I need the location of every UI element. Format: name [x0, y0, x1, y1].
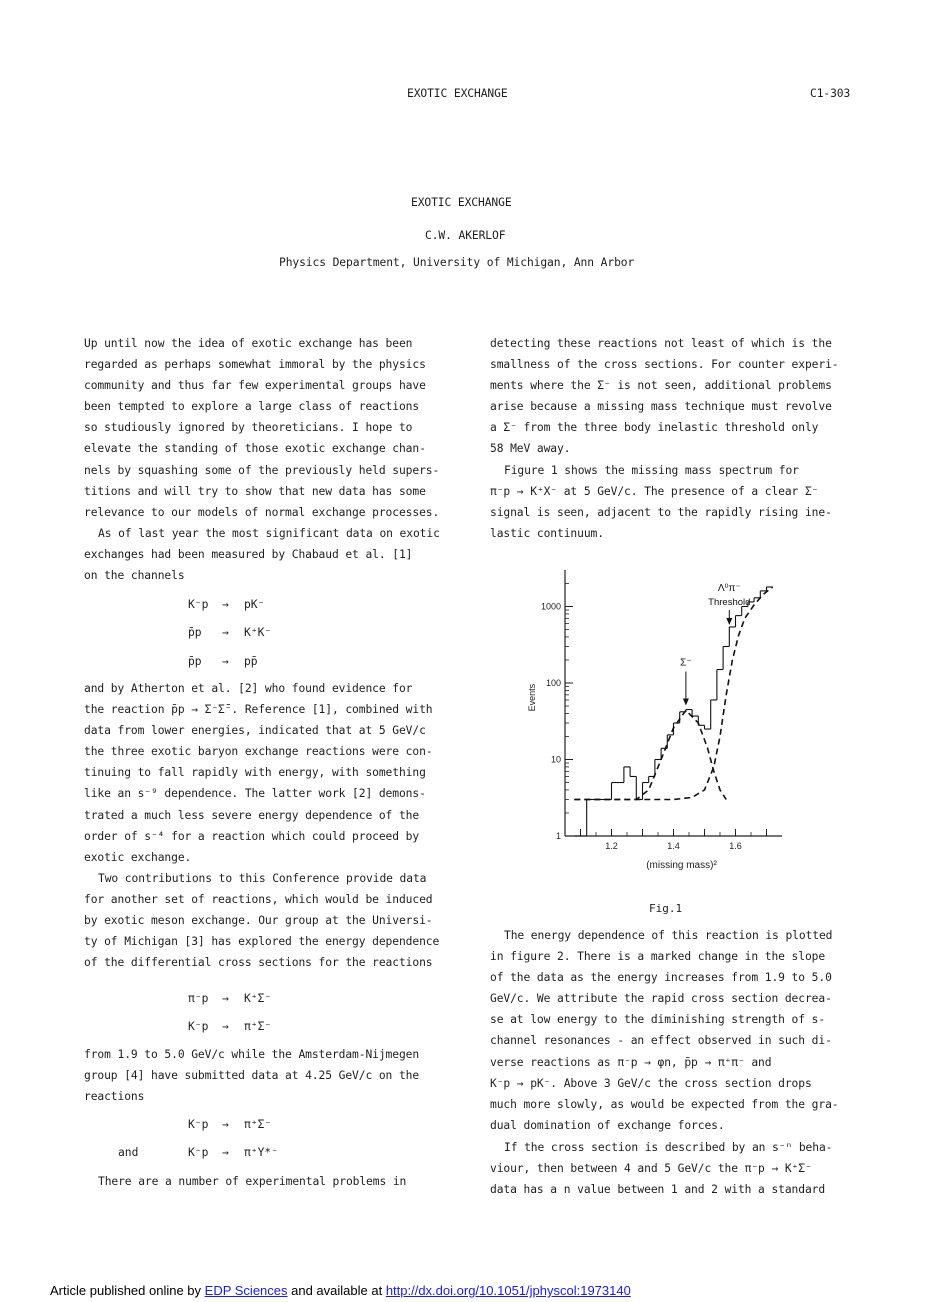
reaction-arrow: → [222, 1146, 229, 1159]
text-line: the reaction p̄p → Σ⁻Σ̄⁻. Reference [1], combined with [84, 703, 433, 717]
text-line: titions and will try to show that new data has some [84, 484, 426, 498]
text-line: a Σ⁻ from the three body inelastic threshold only [490, 421, 819, 435]
text-line: There are a number of experimental problems in [98, 1175, 407, 1188]
text-line: signal is seen, adjacent to the rapidly rising ine- [490, 506, 832, 520]
footer-notice [50, 1283, 631, 1298]
publisher-link[interactable]: EDP Sciences [204, 1283, 288, 1298]
text-line: Figure 1 shows the missing mass spectrum for [504, 464, 799, 477]
text-line: dual domination of exchange forces. [490, 1118, 725, 1132]
y-tick-label: 100 [545, 677, 561, 688]
reaction-rhs: π⁺Σ⁻ [244, 1118, 272, 1131]
sigma-arrowhead [683, 699, 689, 706]
text-line: like an s⁻⁹ dependence. The latter work [2] demons- [84, 787, 426, 801]
reaction-lhs: p̄p [188, 655, 202, 668]
energy-dependence-paragraph [490, 925, 838, 1136]
text-line: of the data as the energy increases from 1.9 to 5.0 [490, 971, 832, 985]
reaction-rhs: K⁺K⁻ [244, 626, 272, 639]
figure-intro-paragraph [490, 460, 832, 544]
problems-paragraph [84, 1171, 406, 1192]
x-tick-label: 1.6 [729, 841, 742, 851]
footer-prefix: Article published online by [50, 1283, 205, 1298]
text-line: the three exotic baryon exchange reactions were con- [84, 745, 433, 759]
power-law-paragraph [490, 1137, 832, 1200]
text-line: of the differential cross sections for the reactions [84, 956, 433, 970]
history-paragraph [84, 523, 440, 586]
text-line: trated a much less severe energy dependence of the [84, 808, 420, 822]
text-line: and by Atherton et al. [2] who found evidence for [84, 682, 413, 695]
text-line: arise because a missing mass technique must revolve [490, 400, 832, 414]
atherton-paragraph [84, 678, 432, 868]
text-line: ty of Michigan [3] has explored the energy dependence [84, 935, 440, 949]
reaction-prefix: and [118, 1146, 139, 1159]
reaction-lhs: K⁻p [188, 1020, 209, 1033]
text-line: on the channels [84, 569, 185, 583]
reaction-lhs: p̄p [188, 626, 202, 639]
text-line: in figure 2. There is a marked change in the slope [490, 950, 826, 964]
reaction-arrow: → [222, 598, 229, 611]
text-line: nels by squashing some of the previously held supers- [84, 463, 440, 477]
text-line: from 1.9 to 5.0 GeV/c while the Amsterdam-Nijmegen [84, 1048, 420, 1061]
reaction-lhs: K⁻p [188, 1118, 209, 1131]
sigma-label: Σ⁻ [680, 657, 692, 669]
reaction-rhs: π⁺Y*⁻ [244, 1146, 279, 1159]
text-line: data from lower energies, indicated that at 5 GeV/c [84, 724, 426, 738]
text-line: ments where the Σ⁻ is not seen, additional problems [490, 379, 832, 393]
reaction-rhs: pK⁻ [244, 598, 265, 611]
amsterdam-paragraph [84, 1044, 419, 1107]
y-tick-label: 1 [555, 831, 561, 841]
reaction-arrow: → [222, 1118, 229, 1131]
reaction-rhs: π⁺Σ⁻ [244, 1020, 272, 1033]
text-line: detecting these reactions not least of which is the [490, 337, 832, 350]
text-line: se at low energy to the diminishing strength of s- [490, 1013, 826, 1027]
text-line: K⁻p → pK⁻. Above 3 GeV/c the cross section drops [490, 1076, 812, 1090]
text-line: The energy dependence of this reaction is plotted [504, 929, 833, 942]
reaction-rhs: K⁺Σ⁻ [244, 992, 272, 1005]
text-line: order of s⁻⁴ for a reaction which could proceed by [84, 829, 420, 843]
text-line: verse reactions as π⁻p → φn, p̄p → π⁺π⁻ and [490, 1055, 772, 1069]
text-line: been tempted to explore a large class of reactions [84, 400, 420, 414]
paper-title: EXOTIC EXCHANGE [411, 196, 512, 209]
text-line: much more slowly, as would be expected from the gra- [490, 1097, 839, 1111]
footer-middle: and available at [287, 1283, 386, 1298]
threshold-label: Threshold [708, 597, 751, 608]
page-number: C1-303 [810, 87, 851, 100]
text-line: smallness of the cross sections. For counter experi- [490, 358, 839, 372]
text-line: 58 MeV away. [490, 442, 571, 456]
text-line: so studiously ignored by theoreticians. I hope to [84, 421, 413, 435]
x-tick-label: 1.4 [667, 841, 680, 851]
reaction-lhs: K⁻p [188, 1146, 209, 1159]
author-affiliation: Physics Department, University of Michigan, Ann Arbor [279, 256, 635, 269]
text-line: channel resonances - an effect observed in such di- [490, 1034, 832, 1048]
reaction-arrow: → [222, 655, 229, 668]
text-line: relevance to our models of normal exchange processes. [84, 505, 440, 519]
figure-caption: Fig.1 [649, 902, 683, 915]
fit-curve [574, 587, 772, 800]
text-line: data has a n value between 1 and 2 with a standard [490, 1183, 826, 1197]
text-line: community and thus far few experimental groups have [84, 379, 426, 393]
reaction-arrow: → [222, 626, 229, 639]
text-line: exotic exchange. [84, 850, 192, 864]
fit-curve [574, 710, 726, 799]
contributions-paragraph [84, 868, 439, 973]
text-line: π⁻p → K⁺X⁻ at 5 GeV/c. The presence of a clear Σ⁻ [490, 485, 819, 499]
reaction-arrow: → [222, 992, 229, 1005]
y-tick-label: 1000 [540, 601, 561, 612]
text-line: by exotic meson exchange. Our group at the Universi- [84, 914, 433, 928]
reaction-lhs: K⁻p [188, 598, 209, 611]
x-axis-label: (missing mass)² [646, 860, 717, 871]
text-line: for another set of reactions, which would be induced [84, 893, 433, 907]
intro-paragraph [84, 333, 439, 523]
y-tick-label: 10 [550, 754, 561, 765]
reaction-rhs: pp̄ [244, 655, 258, 668]
text-line: Up until now the idea of exotic exchange has been [84, 337, 413, 350]
reaction-arrow: → [222, 1020, 229, 1033]
text-line: tinuing to fall rapidly with energy, with something [84, 766, 426, 780]
x-tick-label: 1.2 [605, 841, 618, 851]
lambda-pi-label: Λ⁰π⁻ [717, 583, 741, 594]
text-line: exchanges had been measured by Chabaud et al. [1] [84, 548, 413, 562]
y-axis-label: Events [527, 683, 537, 712]
text-line: group [4] have submitted data at 4.25 GeV/c on the [84, 1069, 420, 1083]
text-line: If the cross section is described by an s⁻ⁿ beha- [504, 1141, 833, 1154]
text-line: lastic continuum. [490, 527, 604, 541]
text-line: GeV/c. We attribute the rapid cross section decrea- [490, 992, 832, 1006]
text-line: viour, then between 4 and 5 GeV/c the π⁻p → K⁺Σ⁻ [490, 1162, 812, 1176]
detection-paragraph [490, 333, 838, 460]
text-line: regarded as perhaps somewhat immoral by the physics [84, 358, 426, 372]
doi-link[interactable]: http://dx.doi.org/10.1051/jphyscol:1973140 [385, 1283, 631, 1298]
text-line: reactions [84, 1090, 145, 1104]
text-line: elevate the standing of those exotic exchange chan- [84, 442, 426, 456]
author-name: C.W. AKERLOF [425, 229, 506, 242]
running-header-title: EXOTIC EXCHANGE [407, 87, 508, 100]
reaction-lhs: π⁻p [188, 992, 209, 1005]
text-line: As of last year the most significant data on exotic [98, 527, 440, 540]
threshold-arrowhead [726, 618, 732, 625]
text-line: Two contributions to this Conference provide data [98, 872, 427, 885]
